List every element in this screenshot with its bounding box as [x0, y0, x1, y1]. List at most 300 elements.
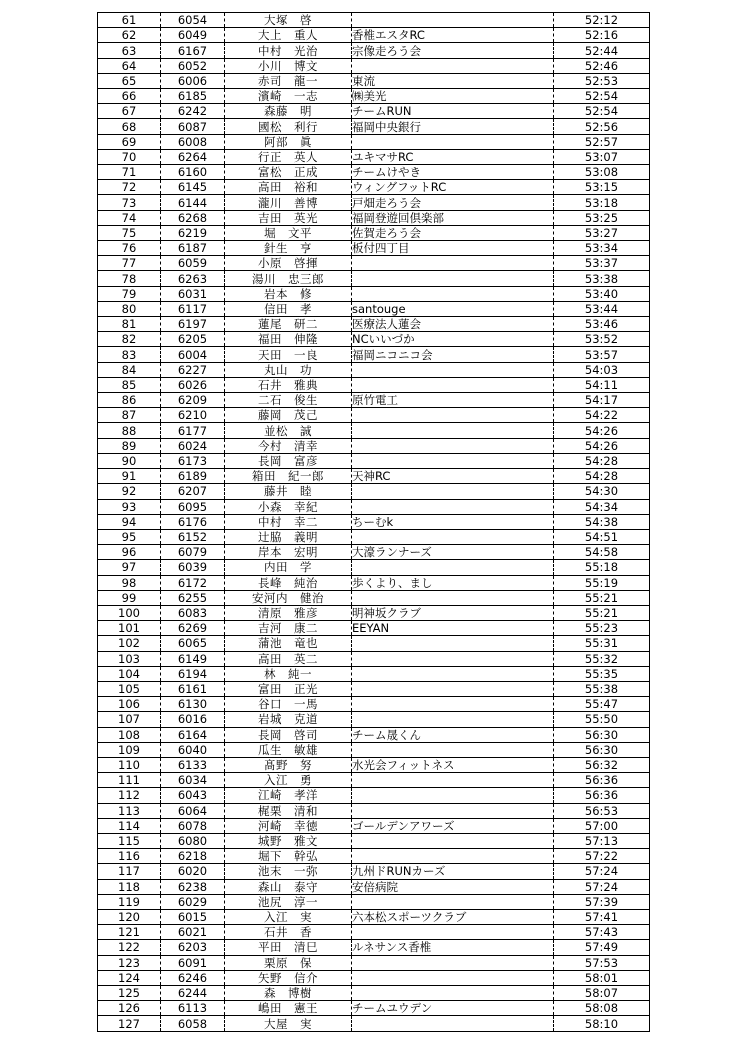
finish-time-cell: 53:18 [554, 195, 650, 210]
runner-name-cell: 池尻 淳一 [225, 894, 352, 909]
rank-cell: 73 [98, 195, 161, 210]
finish-time-cell: 56:32 [554, 757, 650, 772]
table-row [98, 757, 650, 772]
team-name-cell [352, 697, 554, 712]
bib-number-cell: 6164 [161, 727, 225, 742]
team-name-cell: 医療法人蓮会 [352, 317, 554, 332]
rank-cell: 119 [98, 894, 161, 909]
team-name-cell [352, 13, 554, 28]
rank-cell: 125 [98, 986, 161, 1001]
team-name-cell: 歩くより、まし [352, 575, 554, 590]
table-row [98, 621, 650, 636]
runner-name-cell: 高田 英二 [225, 651, 352, 666]
table-row [98, 453, 650, 468]
team-name-cell [352, 484, 554, 499]
finish-time-cell: 58:08 [554, 1001, 650, 1016]
bib-number-cell: 6078 [161, 818, 225, 833]
bib-number-cell: 6189 [161, 469, 225, 484]
table-row [98, 788, 650, 803]
runner-name-cell: 矢野 信介 [225, 970, 352, 985]
team-name-cell [352, 134, 554, 149]
bib-number-cell: 6016 [161, 712, 225, 727]
rank-cell: 101 [98, 621, 161, 636]
bib-number-cell: 6004 [161, 347, 225, 362]
finish-time-cell: 55:38 [554, 681, 650, 696]
runner-name-cell: 梶栗 清和 [225, 803, 352, 818]
bib-number-cell: 6167 [161, 43, 225, 58]
runner-name-cell: 入江 実 [225, 909, 352, 924]
finish-time-cell: 52:53 [554, 73, 650, 88]
rank-cell: 84 [98, 362, 161, 377]
rank-cell: 70 [98, 149, 161, 164]
runner-name-cell: 長岡 富彦 [225, 453, 352, 468]
team-name-cell [352, 377, 554, 392]
finish-time-cell: 54:22 [554, 408, 650, 423]
bib-number-cell: 6029 [161, 894, 225, 909]
rank-cell: 112 [98, 788, 161, 803]
table-row [98, 879, 650, 894]
table-row [98, 286, 650, 301]
table-row [98, 575, 650, 590]
table-row [98, 134, 650, 149]
finish-time-cell: 57:24 [554, 879, 650, 894]
finish-time-cell: 53:15 [554, 180, 650, 195]
finish-time-cell: 56:30 [554, 727, 650, 742]
rank-cell: 117 [98, 864, 161, 879]
finish-time-cell: 55:31 [554, 636, 650, 651]
rank-cell: 64 [98, 58, 161, 73]
bib-number-cell: 6008 [161, 134, 225, 149]
team-name-cell [352, 636, 554, 651]
rank-cell: 99 [98, 590, 161, 605]
rank-cell: 98 [98, 575, 161, 590]
team-name-cell: 安倍病院 [352, 879, 554, 894]
runner-name-cell: 箱田 紀一郎 [225, 469, 352, 484]
bib-number-cell: 6130 [161, 697, 225, 712]
finish-time-cell: 56:53 [554, 803, 650, 818]
runner-name-cell: 今村 清幸 [225, 438, 352, 453]
bib-number-cell: 6113 [161, 1001, 225, 1016]
finish-time-cell: 54:03 [554, 362, 650, 377]
table-row [98, 1001, 650, 1016]
team-name-cell: チーム晟くん [352, 727, 554, 742]
finish-time-cell: 52:54 [554, 104, 650, 119]
table-row [98, 165, 650, 180]
team-name-cell: ウィングフットRC [352, 180, 554, 195]
runner-name-cell: 長峰 純治 [225, 575, 352, 590]
table-row [98, 681, 650, 696]
bib-number-cell: 6145 [161, 180, 225, 195]
runner-name-cell: 並松 誠 [225, 423, 352, 438]
runner-name-cell: 蒲池 竜也 [225, 636, 352, 651]
rank-cell: 126 [98, 1001, 161, 1016]
finish-time-cell: 58:07 [554, 986, 650, 1001]
team-name-cell [352, 499, 554, 514]
table-row [98, 104, 650, 119]
finish-time-cell: 52:12 [554, 13, 650, 28]
runner-name-cell: 岩本 修 [225, 286, 352, 301]
rank-cell: 102 [98, 636, 161, 651]
table-row [98, 393, 650, 408]
finish-time-cell: 56:30 [554, 742, 650, 757]
runner-name-cell: 大上 重人 [225, 28, 352, 43]
finish-time-cell: 57:43 [554, 925, 650, 940]
finish-time-cell: 54:34 [554, 499, 650, 514]
rank-cell: 81 [98, 317, 161, 332]
rank-cell: 122 [98, 940, 161, 955]
runner-name-cell: 嶋田 憲王 [225, 1001, 352, 1016]
table-row [98, 195, 650, 210]
bib-number-cell: 6187 [161, 241, 225, 256]
runner-name-cell: 中村 幸二 [225, 514, 352, 529]
finish-time-cell: 58:10 [554, 1016, 650, 1031]
rank-cell: 92 [98, 484, 161, 499]
rank-cell: 82 [98, 332, 161, 347]
table-row [98, 742, 650, 757]
finish-time-cell: 52:54 [554, 89, 650, 104]
rank-cell: 97 [98, 560, 161, 575]
rank-cell: 118 [98, 879, 161, 894]
rank-cell: 113 [98, 803, 161, 818]
team-name-cell: 宗像走ろう会 [352, 43, 554, 58]
table-row [98, 301, 650, 316]
runner-name-cell: 入江 勇 [225, 773, 352, 788]
team-name-cell: ルネサンス香椎 [352, 940, 554, 955]
team-name-cell [352, 1016, 554, 1031]
team-name-cell [352, 438, 554, 453]
runner-name-cell: 蓮尾 研二 [225, 317, 352, 332]
rank-cell: 127 [98, 1016, 161, 1031]
bib-number-cell: 6054 [161, 13, 225, 28]
rank-cell: 111 [98, 773, 161, 788]
table-row [98, 58, 650, 73]
bib-number-cell: 6083 [161, 605, 225, 620]
table-row [98, 894, 650, 909]
runner-name-cell: 赤司 龍一 [225, 73, 352, 88]
runner-name-cell: 堀 文平 [225, 225, 352, 240]
runner-name-cell: 天田 一良 [225, 347, 352, 362]
team-name-cell: 九州ドRUNカーズ [352, 864, 554, 879]
table-row [98, 773, 650, 788]
bib-number-cell: 6015 [161, 909, 225, 924]
bib-number-cell: 6039 [161, 560, 225, 575]
table-row [98, 712, 650, 727]
table-row [98, 514, 650, 529]
team-name-cell: 香椎エスタRC [352, 28, 554, 43]
bib-number-cell: 6144 [161, 195, 225, 210]
rank-cell: 83 [98, 347, 161, 362]
team-name-cell: チームRUN [352, 104, 554, 119]
table-row [98, 362, 650, 377]
bib-number-cell: 6161 [161, 681, 225, 696]
bib-number-cell: 6210 [161, 408, 225, 423]
bib-number-cell: 6242 [161, 104, 225, 119]
table-row [98, 849, 650, 864]
runner-name-cell: 濱崎 一志 [225, 89, 352, 104]
team-name-cell [352, 453, 554, 468]
runner-name-cell: 瀧川 善博 [225, 195, 352, 210]
results-body [98, 13, 650, 1032]
bib-number-cell: 6185 [161, 89, 225, 104]
runner-name-cell: 富田 正光 [225, 681, 352, 696]
bib-number-cell: 6207 [161, 484, 225, 499]
finish-time-cell: 53:44 [554, 301, 650, 316]
finish-time-cell: 54:11 [554, 377, 650, 392]
rank-cell: 96 [98, 545, 161, 560]
rank-cell: 107 [98, 712, 161, 727]
team-name-cell: 東流 [352, 73, 554, 88]
bib-number-cell: 6149 [161, 651, 225, 666]
runner-name-cell: 谷口 一馬 [225, 697, 352, 712]
team-name-cell: チームユウデン [352, 1001, 554, 1016]
finish-time-cell: 53:34 [554, 241, 650, 256]
runner-name-cell: 國松 利行 [225, 119, 352, 134]
runner-name-cell: 安河内 健治 [225, 590, 352, 605]
team-name-cell [352, 651, 554, 666]
team-name-cell [352, 423, 554, 438]
team-name-cell [352, 529, 554, 544]
table-row [98, 818, 650, 833]
rank-cell: 114 [98, 818, 161, 833]
rank-cell: 89 [98, 438, 161, 453]
table-row [98, 377, 650, 392]
rank-cell: 87 [98, 408, 161, 423]
runner-name-cell: 小森 幸紀 [225, 499, 352, 514]
rank-cell: 86 [98, 393, 161, 408]
runner-name-cell: 長岡 啓司 [225, 727, 352, 742]
bib-number-cell: 6205 [161, 332, 225, 347]
bib-number-cell: 6031 [161, 286, 225, 301]
bib-number-cell: 6006 [161, 73, 225, 88]
finish-time-cell: 53:40 [554, 286, 650, 301]
table-row [98, 925, 650, 940]
bib-number-cell: 6244 [161, 986, 225, 1001]
table-row [98, 970, 650, 985]
team-name-cell [352, 788, 554, 803]
runner-name-cell: 湯川 忠三郎 [225, 271, 352, 286]
table-row [98, 590, 650, 605]
finish-time-cell: 53:27 [554, 225, 650, 240]
finish-time-cell: 55:35 [554, 666, 650, 681]
rank-cell: 100 [98, 605, 161, 620]
finish-time-cell: 53:52 [554, 332, 650, 347]
bib-number-cell: 6064 [161, 803, 225, 818]
table-row [98, 423, 650, 438]
finish-time-cell: 52:16 [554, 28, 650, 43]
team-name-cell: 天神RC [352, 469, 554, 484]
runner-name-cell: 池末 一弥 [225, 864, 352, 879]
team-name-cell: 六本松スポーツクラブ [352, 909, 554, 924]
table-row [98, 73, 650, 88]
bib-number-cell: 6264 [161, 149, 225, 164]
rank-cell: 76 [98, 241, 161, 256]
finish-time-cell: 52:46 [554, 58, 650, 73]
runner-name-cell: 行正 英人 [225, 149, 352, 164]
runner-name-cell: 二石 俊生 [225, 393, 352, 408]
finish-time-cell: 52:57 [554, 134, 650, 149]
table-row [98, 438, 650, 453]
bib-number-cell: 6040 [161, 742, 225, 757]
runner-name-cell: 中村 光治 [225, 43, 352, 58]
team-name-cell: 明神坂クラブ [352, 605, 554, 620]
rank-cell: 74 [98, 210, 161, 225]
rank-cell: 104 [98, 666, 161, 681]
table-row [98, 666, 650, 681]
runner-name-cell: 森 博樹 [225, 986, 352, 1001]
rank-cell: 68 [98, 119, 161, 134]
team-name-cell [352, 362, 554, 377]
rank-cell: 95 [98, 529, 161, 544]
finish-time-cell: 55:23 [554, 621, 650, 636]
team-name-cell [352, 408, 554, 423]
table-row [98, 89, 650, 104]
rank-cell: 67 [98, 104, 161, 119]
team-name-cell [352, 849, 554, 864]
team-name-cell [352, 560, 554, 575]
runner-name-cell: 瓜生 敏雄 [225, 742, 352, 757]
table-row [98, 210, 650, 225]
finish-time-cell: 55:50 [554, 712, 650, 727]
finish-time-cell: 55:47 [554, 697, 650, 712]
finish-time-cell: 52:56 [554, 119, 650, 134]
rank-cell: 63 [98, 43, 161, 58]
table-row [98, 225, 650, 240]
finish-time-cell: 54:26 [554, 438, 650, 453]
runner-name-cell: 石井 香 [225, 925, 352, 940]
table-row [98, 347, 650, 362]
runner-name-cell: 岸本 宏明 [225, 545, 352, 560]
team-name-cell: 水光会フィットネス [352, 757, 554, 772]
finish-time-cell: 57:22 [554, 849, 650, 864]
finish-time-cell: 53:57 [554, 347, 650, 362]
bib-number-cell: 6021 [161, 925, 225, 940]
bib-number-cell: 6080 [161, 833, 225, 848]
team-name-cell [352, 590, 554, 605]
runner-name-cell: 河崎 幸徳 [225, 818, 352, 833]
finish-time-cell: 53:07 [554, 149, 650, 164]
team-name-cell [352, 970, 554, 985]
team-name-cell [352, 286, 554, 301]
bib-number-cell: 6203 [161, 940, 225, 955]
finish-time-cell: 58:01 [554, 970, 650, 985]
finish-time-cell: 56:36 [554, 773, 650, 788]
runner-name-cell: 髙野 努 [225, 757, 352, 772]
runner-name-cell: 内田 学 [225, 560, 352, 575]
table-row [98, 1016, 650, 1031]
bib-number-cell: 6176 [161, 514, 225, 529]
rank-cell: 88 [98, 423, 161, 438]
team-name-cell [352, 712, 554, 727]
runner-name-cell: 堀下 幹弘 [225, 849, 352, 864]
bib-number-cell: 6255 [161, 590, 225, 605]
team-name-cell: 佐賀走ろう会 [352, 225, 554, 240]
runner-name-cell: 辻脇 義明 [225, 529, 352, 544]
rank-cell: 79 [98, 286, 161, 301]
finish-time-cell: 54:28 [554, 469, 650, 484]
rank-cell: 109 [98, 742, 161, 757]
finish-time-cell: 54:38 [554, 514, 650, 529]
team-name-cell: 戸畑走ろう会 [352, 195, 554, 210]
rank-cell: 75 [98, 225, 161, 240]
team-name-cell [352, 773, 554, 788]
finish-time-cell: 54:30 [554, 484, 650, 499]
rank-cell: 124 [98, 970, 161, 985]
runner-name-cell: 森藤 明 [225, 104, 352, 119]
finish-time-cell: 53:37 [554, 256, 650, 271]
team-name-cell: EEYAN [352, 621, 554, 636]
table-row [98, 28, 650, 43]
results-table [97, 12, 650, 1032]
finish-time-cell: 54:28 [554, 453, 650, 468]
team-name-cell [352, 986, 554, 1001]
rank-cell: 69 [98, 134, 161, 149]
runner-name-cell: 江崎 孝洋 [225, 788, 352, 803]
table-row [98, 986, 650, 1001]
bib-number-cell: 6246 [161, 970, 225, 985]
rank-cell: 94 [98, 514, 161, 529]
bib-number-cell: 6269 [161, 621, 225, 636]
rank-cell: 108 [98, 727, 161, 742]
bib-number-cell: 6194 [161, 666, 225, 681]
rank-cell: 103 [98, 651, 161, 666]
table-row [98, 697, 650, 712]
bib-number-cell: 6219 [161, 225, 225, 240]
rank-cell: 77 [98, 256, 161, 271]
finish-time-cell: 55:21 [554, 590, 650, 605]
table-row [98, 636, 650, 651]
bib-number-cell: 6052 [161, 58, 225, 73]
bib-number-cell: 6172 [161, 575, 225, 590]
rank-cell: 85 [98, 377, 161, 392]
team-name-cell [352, 894, 554, 909]
finish-time-cell: 57:00 [554, 818, 650, 833]
finish-time-cell: 57:53 [554, 955, 650, 970]
bib-number-cell: 6059 [161, 256, 225, 271]
finish-time-cell: 53:38 [554, 271, 650, 286]
rank-cell: 90 [98, 453, 161, 468]
finish-time-cell: 55:32 [554, 651, 650, 666]
team-name-cell: 福岡登遊回倶楽部 [352, 210, 554, 225]
runner-name-cell: 針生 亨 [225, 241, 352, 256]
table-row [98, 332, 650, 347]
finish-time-cell: 57:41 [554, 909, 650, 924]
finish-time-cell: 55:19 [554, 575, 650, 590]
table-row [98, 484, 650, 499]
team-name-cell [352, 925, 554, 940]
runner-name-cell: 藤岡 茂己 [225, 408, 352, 423]
team-name-cell: 原竹電工 [352, 393, 554, 408]
bib-number-cell: 6034 [161, 773, 225, 788]
finish-time-cell: 53:08 [554, 165, 650, 180]
finish-time-cell: 54:26 [554, 423, 650, 438]
team-name-cell: ちーむk [352, 514, 554, 529]
finish-time-cell: 55:21 [554, 605, 650, 620]
runner-name-cell: 高田 裕和 [225, 180, 352, 195]
team-name-cell [352, 833, 554, 848]
bib-number-cell: 6026 [161, 377, 225, 392]
table-row [98, 469, 650, 484]
rank-cell: 120 [98, 909, 161, 924]
table-row [98, 651, 650, 666]
team-name-cell: santouge [352, 301, 554, 316]
team-name-cell [352, 955, 554, 970]
table-row [98, 803, 650, 818]
table-row [98, 271, 650, 286]
bib-number-cell: 6160 [161, 165, 225, 180]
runner-name-cell: 森山 泰守 [225, 879, 352, 894]
runner-name-cell: 信田 孝 [225, 301, 352, 316]
bib-number-cell: 6238 [161, 879, 225, 894]
